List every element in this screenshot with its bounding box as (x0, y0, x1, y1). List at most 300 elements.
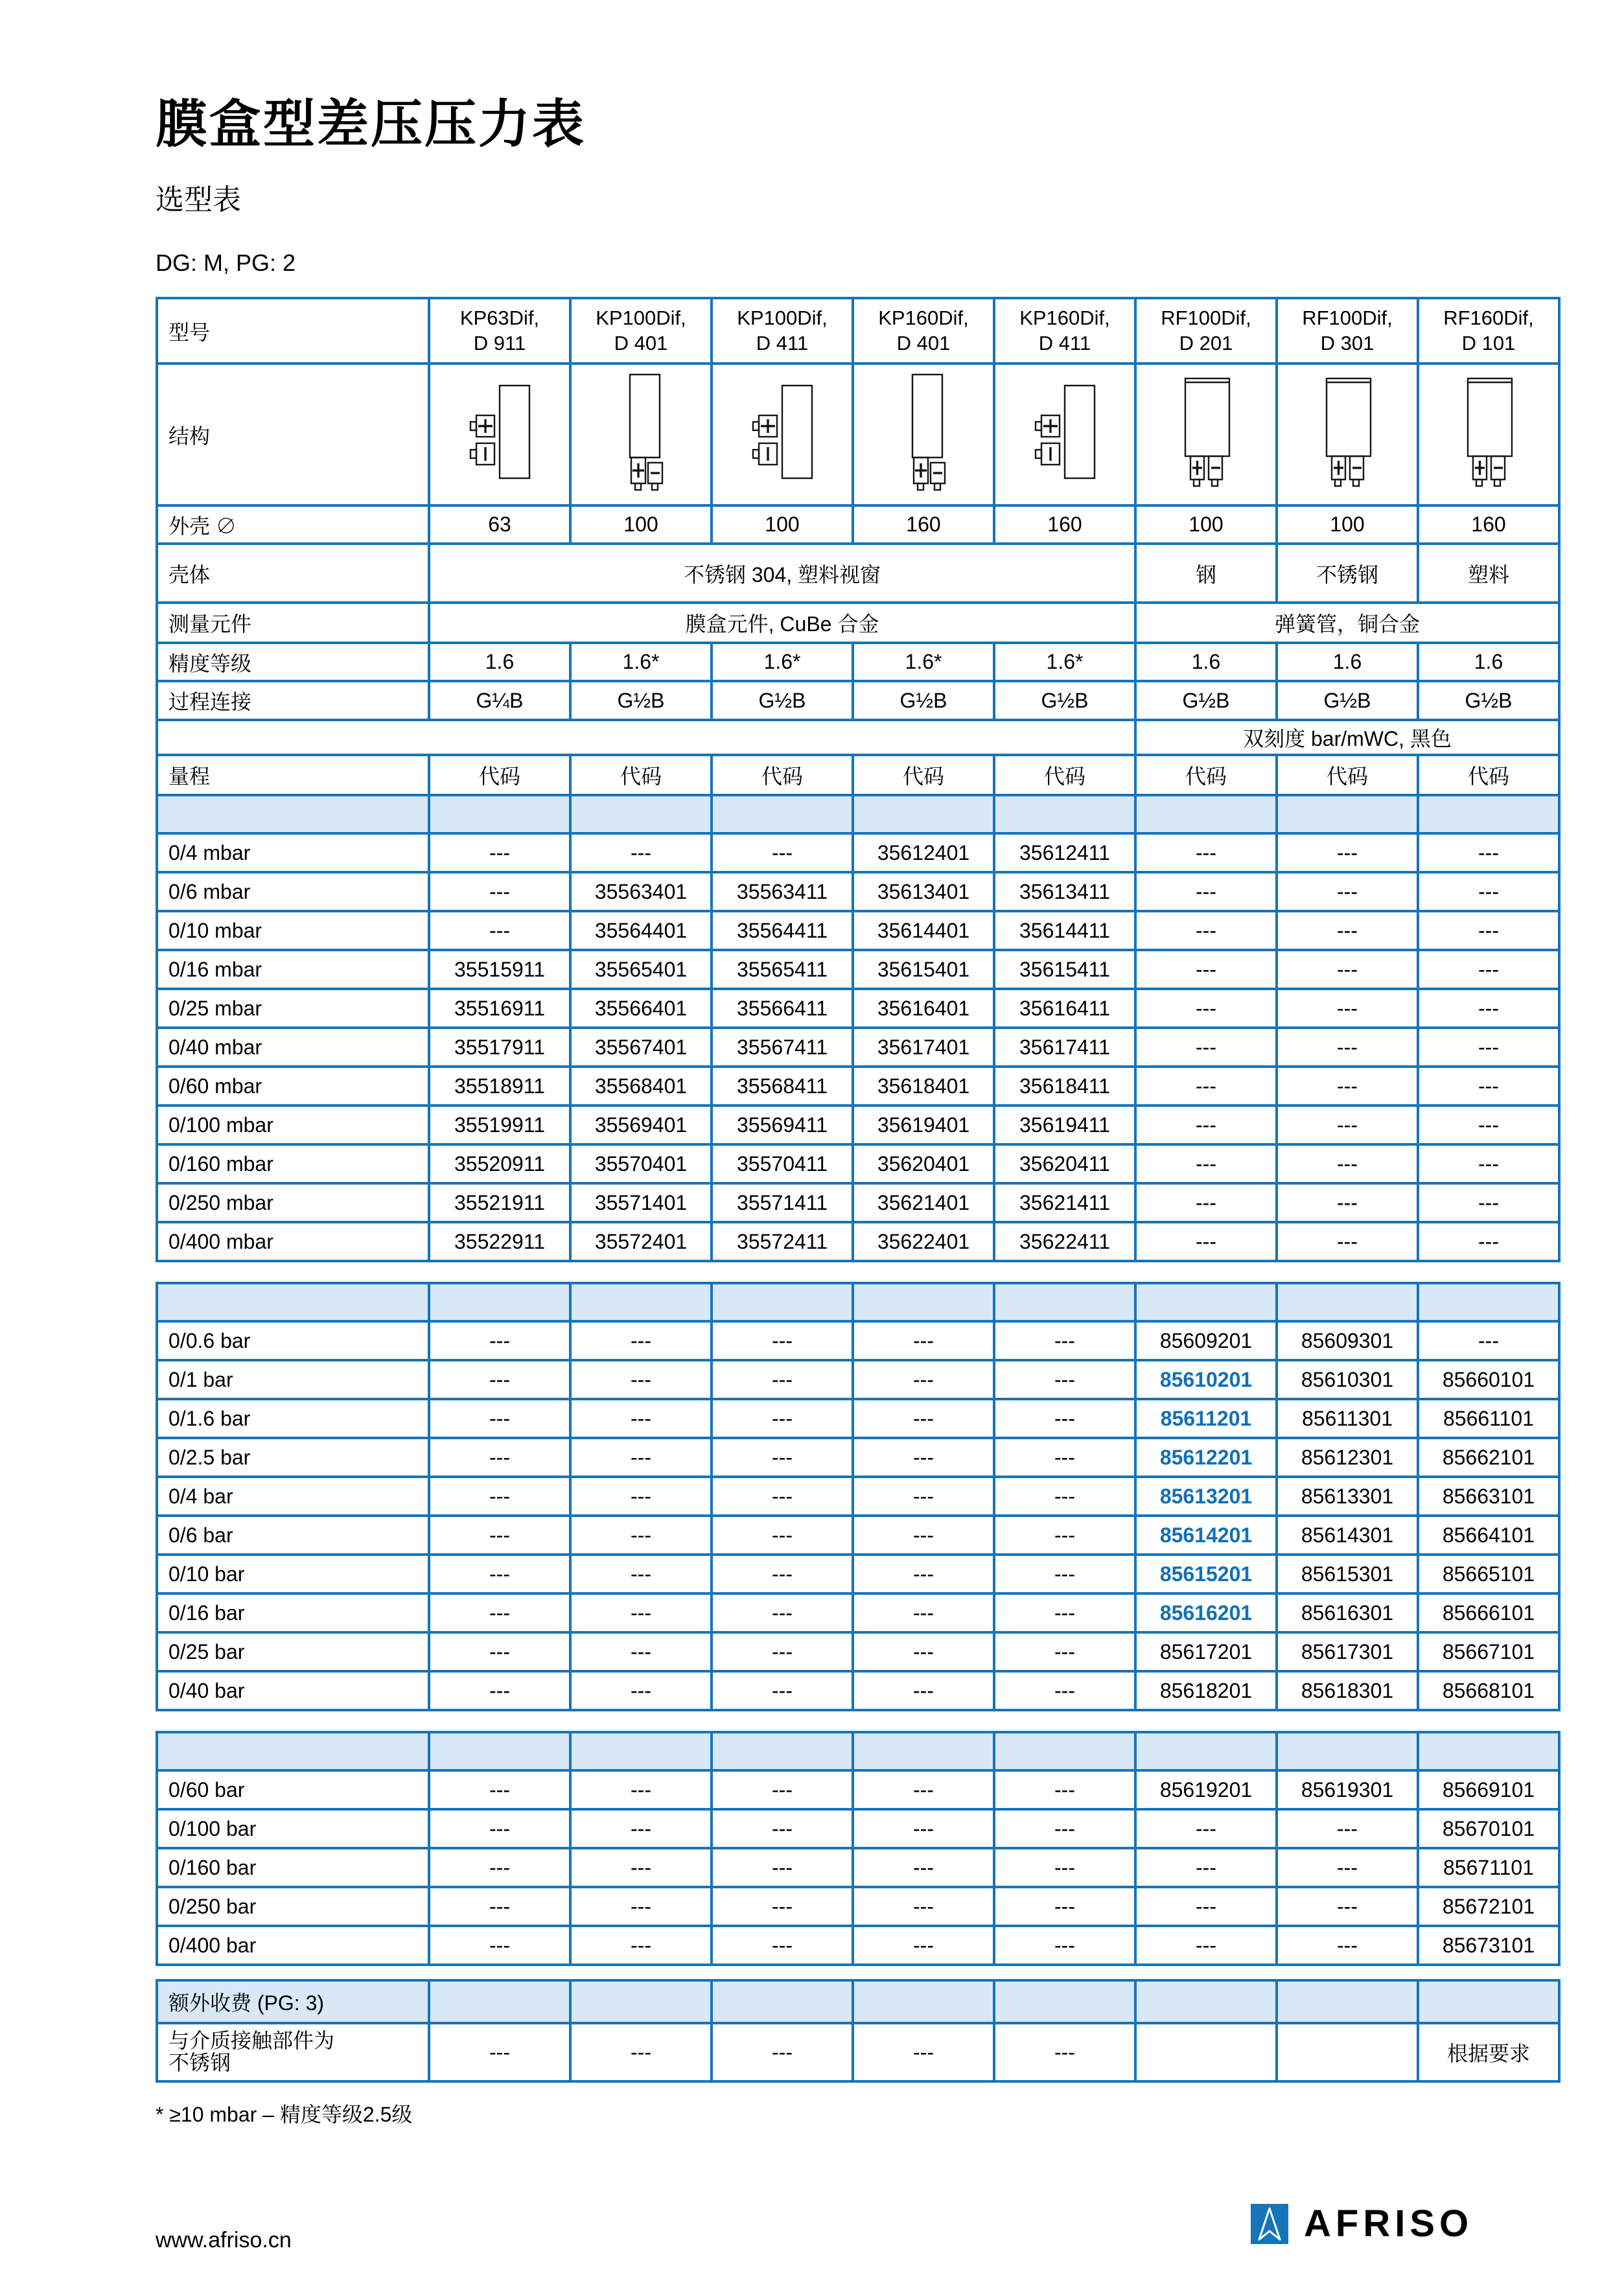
order-code: --- (570, 1887, 712, 1926)
table-row (157, 1106, 1559, 1144)
order-code: --- (1135, 1144, 1277, 1183)
order-code: 85612201 (1135, 1438, 1277, 1477)
order-code: 85619301 (1277, 1770, 1418, 1809)
order-code: 35615411 (994, 950, 1135, 989)
order-code: --- (994, 1399, 1135, 1438)
spec-label-element: 测量元件 (157, 603, 429, 643)
spec-value-accuracy: 1.6* (853, 643, 994, 681)
code-header-label: 代码 (853, 755, 994, 795)
table-section-bar-2 (156, 1731, 1560, 1966)
order-code: 35568411 (712, 1067, 853, 1106)
order-code: 85615301 (1277, 1555, 1418, 1593)
order-code: 35616411 (994, 989, 1135, 1028)
order-code: --- (429, 1321, 570, 1360)
order-code: --- (994, 1477, 1135, 1516)
order-code: --- (1135, 1887, 1277, 1926)
code-header-label: 代码 (1277, 755, 1418, 795)
order-code: --- (853, 1360, 994, 1399)
separator-cell (1277, 1980, 1418, 2023)
table-row (157, 1477, 1559, 1516)
table-row (157, 755, 1559, 795)
spec-value-case: 钢 (1135, 544, 1277, 603)
order-code: 85660101 (1418, 1360, 1559, 1399)
order-code: --- (712, 1438, 853, 1477)
separator-cell (1418, 795, 1559, 833)
structure-cell (1418, 364, 1559, 505)
order-code: --- (429, 1926, 570, 1965)
range-label: 0/40 mbar (157, 1028, 429, 1067)
separator-cell (1418, 1283, 1559, 1321)
order-code: 85663101 (1418, 1477, 1559, 1516)
table-row (157, 1438, 1559, 1477)
order-code: --- (1277, 1222, 1418, 1261)
structure-diagram-bottom-ports (612, 371, 670, 493)
order-code: --- (712, 1848, 853, 1887)
separator-cell (157, 795, 429, 833)
order-code: --- (712, 2023, 853, 2081)
range-header-label: 量程 (157, 755, 429, 795)
order-code: --- (1418, 1183, 1559, 1222)
table-row (157, 1809, 1559, 1848)
order-code: --- (1418, 1067, 1559, 1106)
order-code: --- (429, 1555, 570, 1593)
spec-value-housing-diameter: 100 (1277, 505, 1418, 544)
separator-cell (570, 1980, 712, 2023)
separator-cell (1135, 1732, 1277, 1770)
order-code: --- (1135, 1106, 1277, 1144)
spec-value-housing-diameter: 100 (570, 505, 712, 544)
code-header-label: 代码 (1418, 755, 1559, 795)
spec-value-accuracy: 1.6* (712, 643, 853, 681)
range-label: 0/1.6 bar (157, 1399, 429, 1438)
selection-tables (156, 297, 1558, 2083)
spec-value-housing-diameter: 160 (1418, 505, 1559, 544)
order-code: --- (853, 1926, 994, 1965)
order-code: 35520911 (429, 1144, 570, 1183)
spec-label-housing-diameter: 外壳 ∅ (157, 505, 429, 544)
order-code: 85673101 (1418, 1926, 1559, 1965)
order-code: --- (1135, 950, 1277, 989)
order-code: --- (853, 1632, 994, 1671)
separator-cell (1418, 1980, 1559, 2023)
table-row (157, 989, 1559, 1028)
order-code (1135, 2023, 1277, 2081)
table-row (157, 505, 1559, 544)
order-code: 85614201 (1135, 1516, 1277, 1555)
order-code: --- (994, 1360, 1135, 1399)
structure-diagram-rf-bottom-ports (1456, 375, 1521, 490)
separator-cell (712, 1732, 853, 1770)
spec-value-housing-diameter: 63 (429, 505, 570, 544)
model-header: KP63Dif, D 911 (429, 298, 570, 364)
order-code: --- (1418, 1028, 1559, 1067)
order-code: 85611301 (1277, 1399, 1418, 1438)
spec-value-connection: G¼B (429, 681, 570, 720)
separator-cell (994, 1283, 1135, 1321)
order-code: 35617401 (853, 1028, 994, 1067)
code-header-label: 代码 (570, 755, 712, 795)
order-code: --- (570, 1516, 712, 1555)
brand-logo (1251, 2202, 1473, 2245)
order-code: --- (712, 1809, 853, 1848)
order-code: 35613411 (994, 872, 1135, 911)
range-label: 0/16 mbar (157, 950, 429, 989)
separator-cell (853, 795, 994, 833)
order-code: 35563401 (570, 872, 712, 911)
range-label: 0/160 bar (157, 1848, 429, 1887)
structure-cell (429, 364, 570, 505)
structure-cell (853, 364, 994, 505)
order-code: 35566411 (712, 989, 853, 1028)
order-code: 35566401 (570, 989, 712, 1028)
range-label: 0/250 bar (157, 1887, 429, 1926)
order-code: --- (1135, 1067, 1277, 1106)
table-row (157, 298, 1559, 364)
table-row (157, 872, 1559, 911)
order-code: --- (1277, 989, 1418, 1028)
order-code: 85664101 (1418, 1516, 1559, 1555)
range-label: 0/60 mbar (157, 1067, 429, 1106)
code-header-label: 代码 (1135, 755, 1277, 795)
table-row (157, 1222, 1559, 1261)
range-label: 0/2.5 bar (157, 1438, 429, 1477)
order-code: --- (1418, 1222, 1559, 1261)
range-label: 0/400 bar (157, 1926, 429, 1965)
order-code: 35563411 (712, 872, 853, 911)
table-row (157, 2023, 1559, 2081)
order-code: --- (853, 1555, 994, 1593)
order-code: --- (994, 1926, 1135, 1965)
order-code: 85661101 (1418, 1399, 1559, 1438)
order-code: --- (570, 833, 712, 872)
range-label: 0/6 mbar (157, 872, 429, 911)
order-code: 35615401 (853, 950, 994, 989)
model-header: KP100Dif, D 401 (570, 298, 712, 364)
order-code: 35613401 (853, 872, 994, 911)
structure-diagram-rf-bottom-ports (1174, 375, 1238, 490)
spec-value-case: 不锈钢 304, 塑料视窗 (429, 544, 1135, 603)
range-label: 0/100 mbar (157, 1106, 429, 1144)
separator-cell (994, 795, 1135, 833)
range-label: 0/10 mbar (157, 911, 429, 950)
table-section-specs-mbar (156, 297, 1560, 1262)
separator-cell (994, 1980, 1135, 2023)
order-code: --- (570, 1926, 712, 1965)
order-code: --- (429, 1887, 570, 1926)
order-code: 85619201 (1135, 1770, 1277, 1809)
order-code: 85670101 (1418, 1809, 1559, 1848)
order-code: --- (853, 2023, 994, 2081)
order-code: --- (429, 1593, 570, 1632)
spec-value-housing-diameter: 100 (1135, 505, 1277, 544)
order-code: 35570401 (570, 1144, 712, 1183)
order-code: --- (1135, 1183, 1277, 1222)
structure-diagram-side-ports (466, 382, 534, 482)
order-code: --- (994, 1848, 1135, 1887)
page-title: 膜盒型差压压力表 (156, 95, 586, 153)
table-row (157, 1360, 1559, 1399)
order-code: 85616301 (1277, 1593, 1418, 1632)
order-code: --- (1135, 989, 1277, 1028)
order-code: --- (1418, 989, 1559, 1028)
order-code: --- (994, 1887, 1135, 1926)
order-code: 35515911 (429, 950, 570, 989)
order-code: --- (712, 1516, 853, 1555)
table-row (157, 911, 1559, 950)
range-label: 0/250 mbar (157, 1183, 429, 1222)
order-code: --- (1418, 872, 1559, 911)
order-code: --- (1277, 1183, 1418, 1222)
order-code: 35517911 (429, 1028, 570, 1067)
order-code: --- (853, 1516, 994, 1555)
order-code: --- (429, 833, 570, 872)
order-code: --- (570, 1671, 712, 1710)
order-code: 85668101 (1418, 1671, 1559, 1710)
range-label: 0/160 mbar (157, 1144, 429, 1183)
order-code: --- (1277, 911, 1418, 950)
separator-cell (157, 1283, 429, 1321)
order-code: 85667101 (1418, 1632, 1559, 1671)
table-row (157, 950, 1559, 989)
order-code: --- (429, 1632, 570, 1671)
spec-value-case: 不锈钢 (1277, 544, 1418, 603)
separator-cell (157, 1732, 429, 1770)
order-code: --- (570, 1593, 712, 1632)
order-code: 35565401 (570, 950, 712, 989)
range-label: 0/4 mbar (157, 833, 429, 872)
order-code: --- (570, 1848, 712, 1887)
spec-value-connection: G½B (712, 681, 853, 720)
structure-diagram-side-ports (1031, 382, 1099, 482)
order-code: 85610301 (1277, 1360, 1418, 1399)
structure-diagram-side-ports (748, 382, 817, 482)
structure-cell (712, 364, 853, 505)
table-row (157, 720, 1559, 755)
order-code: --- (429, 1477, 570, 1516)
code-header-label: 代码 (429, 755, 570, 795)
order-code: --- (570, 2023, 712, 2081)
order-code: 35570411 (712, 1144, 853, 1183)
range-label: 0/60 bar (157, 1770, 429, 1809)
table-row (157, 681, 1559, 720)
order-code: 85665101 (1418, 1555, 1559, 1593)
order-code: --- (1418, 1321, 1559, 1360)
order-code: --- (1135, 1926, 1277, 1965)
order-code: --- (1135, 833, 1277, 872)
order-code: 35564401 (570, 911, 712, 950)
structure-cell (1277, 364, 1418, 505)
order-code: --- (429, 1809, 570, 1848)
order-code: 35621411 (994, 1183, 1135, 1222)
order-code: 35620411 (994, 1144, 1135, 1183)
order-code: --- (570, 1809, 712, 1848)
order-code: 85611201 (1135, 1399, 1277, 1438)
table-row (157, 364, 1559, 505)
spec-label-case: 壳体 (157, 544, 429, 603)
order-code: --- (994, 1809, 1135, 1848)
range-label: 0/4 bar (157, 1477, 429, 1516)
separator-cell (570, 1283, 712, 1321)
order-code: --- (570, 1770, 712, 1809)
order-code: --- (712, 1399, 853, 1438)
order-code: --- (1135, 1848, 1277, 1887)
order-code: --- (570, 1321, 712, 1360)
order-code: --- (853, 1477, 994, 1516)
order-code: --- (570, 1438, 712, 1477)
separator-cell (1277, 1732, 1418, 1770)
table-row (157, 795, 1559, 833)
structure-diagram-bottom-ports (894, 371, 953, 493)
brand-name: AFRISO (1304, 2203, 1474, 2245)
surcharge-label: 额外收费 (PG: 3) (157, 1980, 429, 2023)
range-label: 0/1 bar (157, 1360, 429, 1399)
separator-cell (429, 795, 570, 833)
order-code: 35571401 (570, 1183, 712, 1222)
table-row (157, 1516, 1559, 1555)
code-header-label: 代码 (712, 755, 853, 795)
dg-pg-line: DG: M, PG: 2 (156, 249, 296, 276)
spec-value-connection: G½B (1418, 681, 1559, 720)
order-code: --- (1135, 1028, 1277, 1067)
separator-cell (1277, 1283, 1418, 1321)
footer-url: www.afriso.cn (156, 2228, 292, 2252)
order-code: --- (429, 1770, 570, 1809)
order-code: 35619411 (994, 1106, 1135, 1144)
order-code: --- (994, 1671, 1135, 1710)
order-code: 85671101 (1418, 1848, 1559, 1887)
separator-cell (712, 1283, 853, 1321)
model-header: KP160Dif, D 401 (853, 298, 994, 364)
order-code: --- (853, 1593, 994, 1632)
order-code: --- (1277, 1887, 1418, 1926)
separator-cell (1418, 1732, 1559, 1770)
order-code: --- (853, 1438, 994, 1477)
spec-label-structure: 结构 (157, 364, 429, 505)
order-code: 85617201 (1135, 1632, 1277, 1671)
order-code: --- (712, 1555, 853, 1593)
range-label: 0/40 bar (157, 1671, 429, 1710)
order-code: --- (994, 1632, 1135, 1671)
separator-cell (712, 795, 853, 833)
range-label: 0/10 bar (157, 1555, 429, 1593)
spec-value-connection: G½B (853, 681, 994, 720)
separator-cell (429, 1283, 570, 1321)
order-code: 35567401 (570, 1028, 712, 1067)
order-code: --- (853, 1887, 994, 1926)
order-code: 35569401 (570, 1106, 712, 1144)
order-code: --- (853, 1848, 994, 1887)
order-code: --- (1418, 911, 1559, 950)
table-row (157, 1770, 1559, 1809)
order-code: 35612401 (853, 833, 994, 872)
table-row (157, 1671, 1559, 1710)
order-code: --- (712, 1926, 853, 1965)
spec-value-connection: G½B (994, 681, 1135, 720)
order-code: --- (712, 1593, 853, 1632)
separator-cell (570, 795, 712, 833)
order-code: --- (1277, 950, 1418, 989)
order-code: --- (1277, 1067, 1418, 1106)
spec-value-accuracy: 1.6* (994, 643, 1135, 681)
order-code: --- (1277, 1809, 1418, 1848)
order-code: 35618401 (853, 1067, 994, 1106)
order-code: --- (853, 1321, 994, 1360)
order-code: 35572411 (712, 1222, 853, 1261)
order-code: --- (1135, 1809, 1277, 1848)
order-code: --- (429, 1671, 570, 1710)
order-code: 85617301 (1277, 1632, 1418, 1671)
separator-cell (1135, 1980, 1277, 2023)
spec-value-accuracy: 1.6 (1418, 643, 1559, 681)
order-code: 35621401 (853, 1183, 994, 1222)
order-code: --- (1277, 1106, 1418, 1144)
order-code: --- (994, 1593, 1135, 1632)
table-row (157, 1144, 1559, 1183)
order-code: 35572401 (570, 1222, 712, 1261)
structure-cell (1135, 364, 1277, 505)
table-section-surcharge (156, 1979, 1560, 2083)
range-label: 0/25 mbar (157, 989, 429, 1028)
range-label: 0/100 bar (157, 1809, 429, 1848)
range-label: 0/25 bar (157, 1632, 429, 1671)
separator-cell (570, 1732, 712, 1770)
order-code: --- (1418, 1144, 1559, 1183)
order-code: 85610201 (1135, 1360, 1277, 1399)
footnote: * ≥10 mbar – 精度等级2.5级 (156, 2103, 413, 2126)
spec-label-accuracy: 精度等级 (157, 643, 429, 681)
model-header: RF160Dif, D 101 (1418, 298, 1559, 364)
order-code: 35521911 (429, 1183, 570, 1222)
order-code: --- (570, 1399, 712, 1438)
order-code: --- (429, 872, 570, 911)
order-code: --- (853, 1809, 994, 1848)
order-code: 35618411 (994, 1067, 1135, 1106)
page-subtitle: 选型表 (156, 184, 241, 216)
order-code: 35569411 (712, 1106, 853, 1144)
order-code: --- (1277, 833, 1418, 872)
order-code: 35519911 (429, 1106, 570, 1144)
order-code: --- (1135, 1222, 1277, 1261)
spec-value-case: 塑料 (1418, 544, 1559, 603)
table-row (157, 1848, 1559, 1887)
table-row (157, 833, 1559, 872)
order-code: 35614401 (853, 911, 994, 950)
table-section-bar-1 (156, 1282, 1560, 1711)
table-row (157, 1028, 1559, 1067)
order-code: --- (712, 1321, 853, 1360)
order-code: --- (1418, 950, 1559, 989)
order-code: 35622411 (994, 1222, 1135, 1261)
order-code: --- (429, 2023, 570, 2081)
model-header: RF100Dif, D 201 (1135, 298, 1277, 364)
order-code: 35518911 (429, 1067, 570, 1106)
separator-cell (429, 1980, 570, 2023)
order-code: --- (1418, 833, 1559, 872)
structure-cell (570, 364, 712, 505)
table-row (157, 1926, 1559, 1965)
order-code: --- (1277, 1926, 1418, 1965)
model-header: KP100Dif, D 411 (712, 298, 853, 364)
order-code: 35565411 (712, 950, 853, 989)
order-code: --- (429, 1360, 570, 1399)
order-code: --- (712, 1632, 853, 1671)
order-code: --- (1277, 872, 1418, 911)
table-row (157, 1732, 1559, 1770)
order-code: 35619401 (853, 1106, 994, 1144)
order-code: --- (994, 1438, 1135, 1477)
table-row (157, 1632, 1559, 1671)
range-label: 0/400 mbar (157, 1222, 429, 1261)
